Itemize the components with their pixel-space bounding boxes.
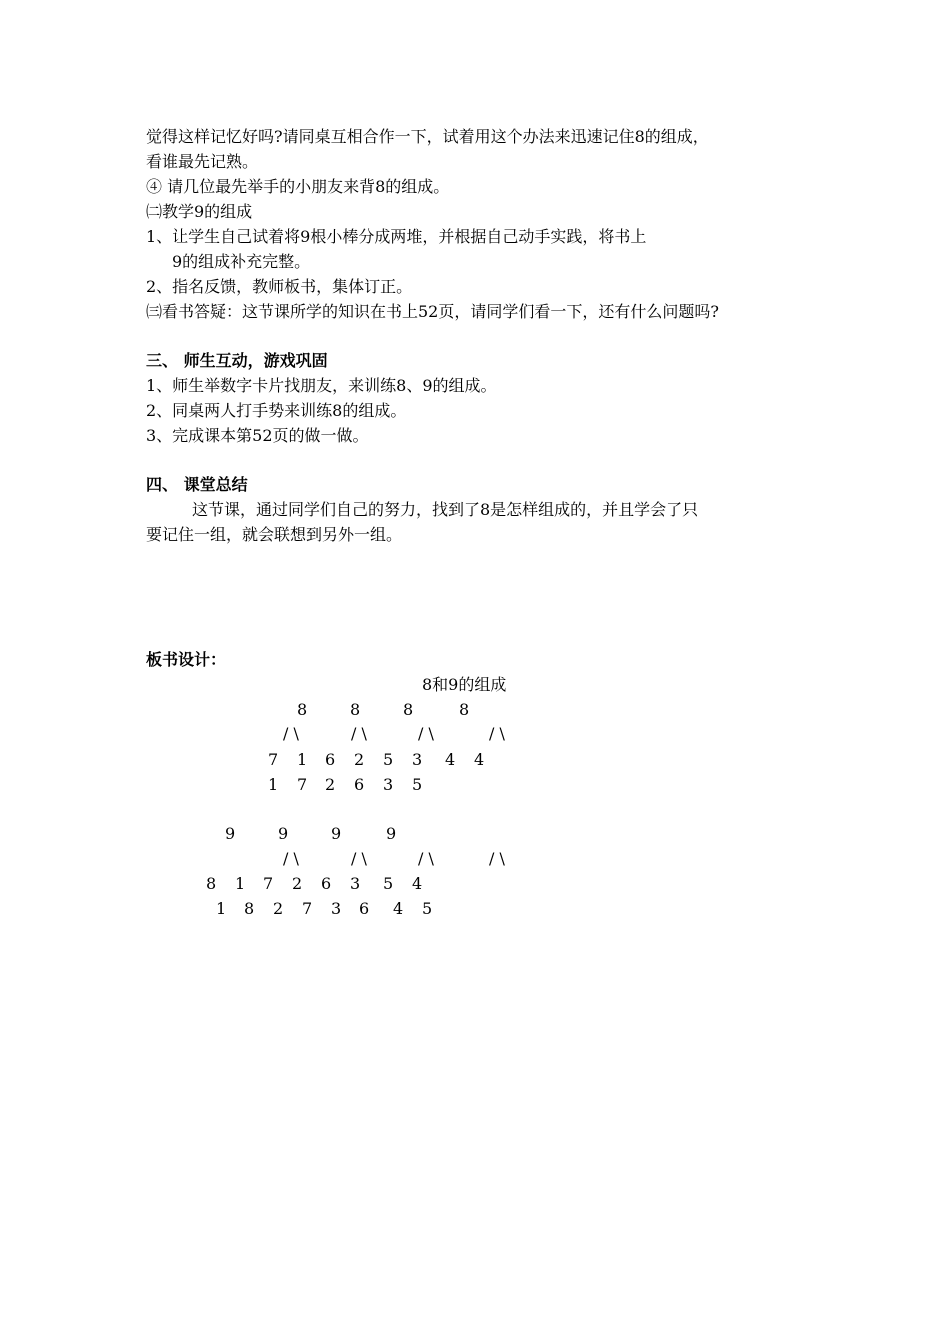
board-number: 4 (393, 899, 404, 918)
board-number: 7 (263, 874, 274, 893)
board-number: 8 (244, 899, 255, 918)
paragraph: ㈢看书答疑：这节课所学的知识在书上52页，请同学们看一下，还有什么问题吗? (146, 302, 719, 321)
section-heading: 三、 师生互动，游戏巩固 (146, 351, 328, 370)
board-number: 7 (302, 899, 313, 918)
board-number: 9 (386, 824, 397, 843)
board-number: 3 (412, 750, 423, 769)
board-number: 8 (350, 700, 361, 719)
board-number: 1 (216, 899, 227, 918)
paragraph: 看谁最先记熟。 (146, 152, 259, 171)
board-number: 5 (412, 775, 423, 794)
board-number: 9 (278, 824, 289, 843)
paragraph: 要记住一组，就会联想到另外一组。 (146, 525, 403, 544)
board-branch: / \ (283, 849, 299, 868)
paragraph: 1、师生举数字卡片找朋友，来训练8、9的组成。 (146, 376, 497, 395)
board-number: 5 (422, 899, 433, 918)
board-number: 4 (445, 750, 456, 769)
board-number: 7 (268, 750, 279, 769)
board-number: 6 (325, 750, 336, 769)
board-number: 2 (325, 775, 336, 794)
board-branch: / \ (351, 849, 367, 868)
board-number: 6 (321, 874, 332, 893)
paragraph: 2、同桌两人打手势来训练8的组成。 (146, 401, 407, 420)
board-number: 6 (354, 775, 365, 794)
board-branch: / \ (489, 724, 505, 743)
board-number: 9 (225, 824, 236, 843)
board-branch: / \ (489, 849, 505, 868)
board-number: 3 (350, 874, 361, 893)
board-number: 6 (359, 899, 370, 918)
board-number: 4 (474, 750, 485, 769)
board-number: 1 (297, 750, 308, 769)
paragraph: 3、完成课本第52页的做一做。 (146, 426, 369, 445)
board-number: 2 (292, 874, 303, 893)
paragraph: 2、指名反馈，教师板书，集体订正。 (146, 277, 413, 296)
paragraph: 这节课，通过同学们自己的努力，找到了8是怎样组成的，并且学会了只 (192, 500, 699, 519)
board-branch: / \ (351, 724, 367, 743)
board-number: 8 (297, 700, 308, 719)
board-number: 5 (383, 750, 394, 769)
board-number: 3 (383, 775, 394, 794)
board-number: 8 (459, 700, 470, 719)
board-branch: / \ (418, 849, 434, 868)
paragraph: 9的组成补充完整。 (172, 252, 311, 271)
subheading: ㈡教学9的组成 (146, 202, 253, 221)
board-heading: 板书设计： (146, 650, 227, 669)
board-branch: / \ (418, 724, 434, 743)
board-number: 8 (403, 700, 414, 719)
board-number: 4 (412, 874, 423, 893)
board-branch: / \ (283, 724, 299, 743)
board-number: 1 (235, 874, 246, 893)
board-number: 2 (354, 750, 365, 769)
board-number: 7 (297, 775, 308, 794)
board-number: 9 (331, 824, 342, 843)
paragraph: ④ 请几位最先举手的小朋友来背8的组成。 (146, 177, 450, 196)
paragraph: 觉得这样记忆好吗?请同桌互相合作一下，试着用这个办法来迅速记住8的组成， (146, 127, 709, 146)
board-number: 3 (331, 899, 342, 918)
paragraph: 1、让学生自己试着将9根小棒分成两堆，并根据自己动手实践，将书上 (146, 227, 647, 246)
board-number: 1 (268, 775, 279, 794)
board-number: 5 (383, 874, 394, 893)
board-number: 2 (273, 899, 284, 918)
board-title: 8和9的组成 (422, 675, 507, 694)
board-number: 8 (206, 874, 217, 893)
section-heading: 四、 课堂总结 (146, 475, 248, 494)
